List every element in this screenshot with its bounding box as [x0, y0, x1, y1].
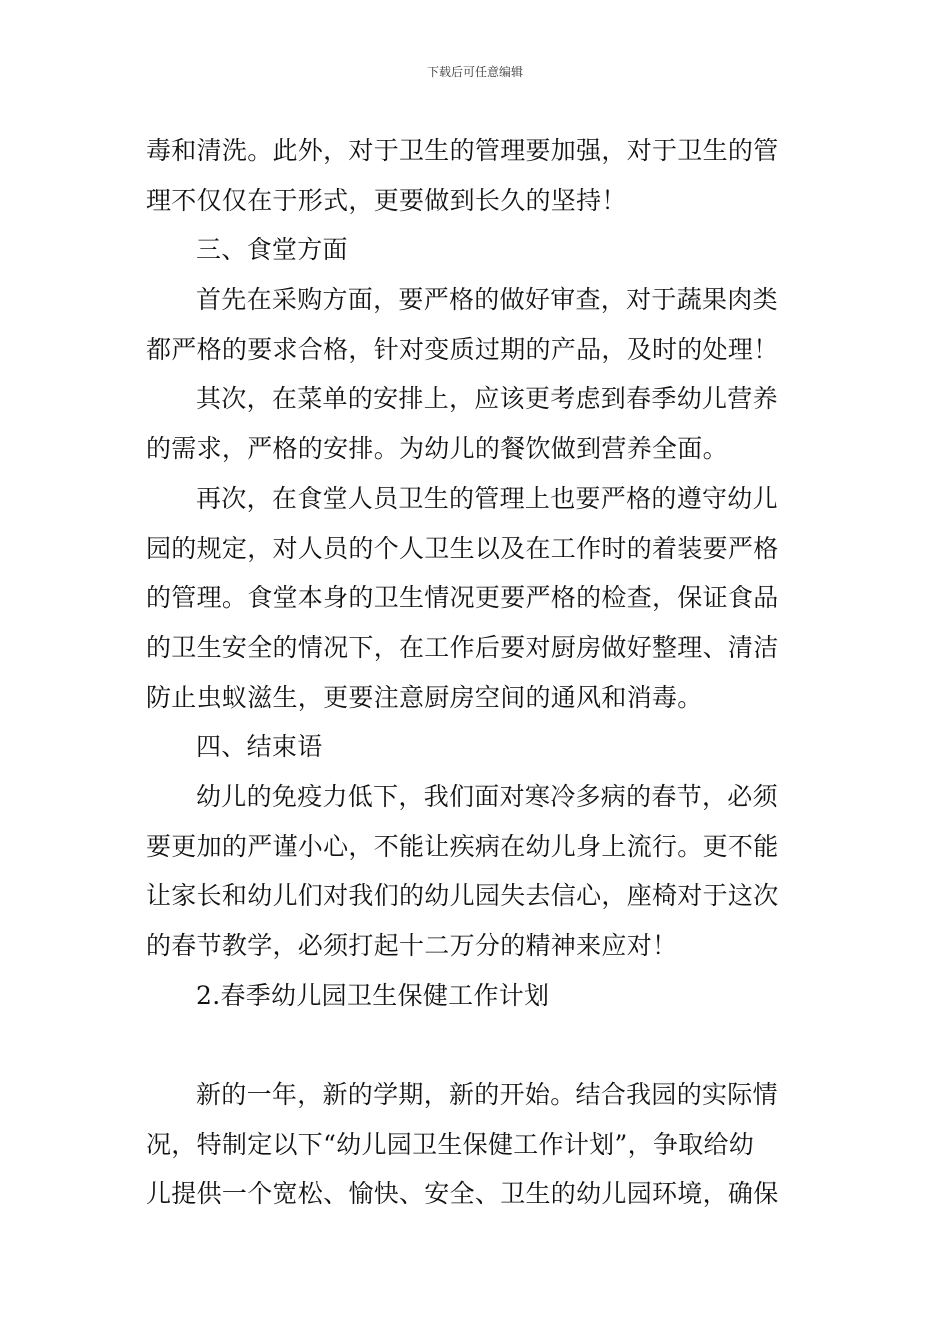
text-line: 让家长和幼儿们对我们的幼儿园失去信心，座椅对于这次	[146, 881, 779, 911]
text-line: 况，特制定以下“幼儿园卫生保健工作计划”，争取给幼	[146, 1129, 755, 1159]
document-body	[146, 126, 806, 1219]
text-line: 儿提供一个宽松、愉快、安全、卫生的幼儿园环境，确保	[146, 1179, 779, 1209]
text-line: 的管理。食堂本身的卫生情况更要严格的检查，保证食品	[146, 583, 779, 613]
text-line: 新的一年，新的学期，新的开始。结合我园的实际情	[196, 1080, 778, 1110]
text-line: 首先在采购方面，要严格的做好审查，对于蔬果肉类	[196, 285, 778, 315]
page-header: 下载后可任意编辑	[426, 65, 523, 79]
text-line: 园的规定，对人员的个人卫生以及在工作时的着装要严格	[146, 533, 779, 563]
text-line: 要更加的严谨小心，不能让疾病在幼儿身上流行。更不能	[146, 831, 779, 861]
text-line: 防止虫蚁滋生，更要注意厨房空间的通风和消毒。	[146, 682, 703, 712]
text-line: 其次，在菜单的安排上，应该更考虑到春季幼儿营养	[196, 384, 778, 414]
text-line: 毒和清洗。此外，对于卫生的管理要加强，对于卫生的管	[146, 136, 779, 165]
text-line: 的卫生安全的情况下，在工作后要对厨房做好整理、清洁	[146, 632, 779, 662]
text-line: 再次，在食堂人员卫生的管理上也要严格的遵守幼儿	[196, 483, 778, 513]
section-heading: 四、结束语	[196, 732, 323, 762]
text-line: 理不仅仅在于形式，更要做到长久的坚持！	[146, 185, 627, 215]
blank-line	[146, 1020, 806, 1070]
text-line: 的春节教学，必须打起十二万分的精神来应对！	[146, 931, 678, 960]
text-line: 幼儿的免疫力低下，我们面对寒冷多病的春节，必须	[196, 781, 778, 811]
text-line: 都严格的要求合格，针对变质过期的产品，及时的处理！	[146, 334, 779, 364]
text-line: 的需求，严格的安排。为幼儿的餐饮做到营养全面。	[146, 434, 728, 464]
section-heading: 三、食堂方面	[196, 235, 348, 265]
section-heading: 2.春季幼儿园卫生保健工作计划	[196, 980, 550, 1010]
